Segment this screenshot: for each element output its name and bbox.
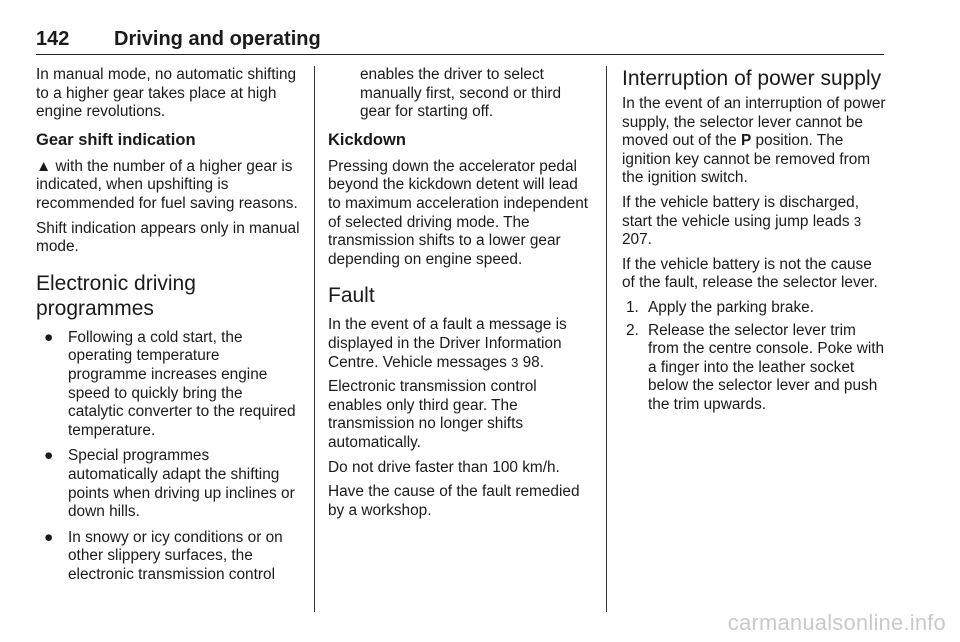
programmes-list (36, 329, 302, 585)
park-position-label: P (740, 132, 752, 150)
list-item: ● In snowy or icy conditions or on other slippery surfaces, the electronic transmission control (44, 528, 283, 583)
chapter-title: Driving and operating (114, 28, 321, 50)
page-number: 142 (36, 28, 70, 50)
bullet-icon: ● (44, 528, 54, 546)
programmes-heading: Electronic driving programmes (36, 271, 196, 320)
column-divider-1 (314, 66, 315, 612)
bullet-icon: ● (44, 328, 54, 346)
power-paragraph-1: In the event of an interruption of power supply, the selector lever cannot be moved out of the P position. The ignition key cannot be removed from the ignition switch. (622, 95, 886, 187)
reference-arrow-icon: 3 (853, 213, 862, 229)
power-paragraph-3: If the vehicle battery is not the cause of the fault, release the selector lever. (622, 255, 878, 292)
watermark: carmanualsonline.info (727, 610, 946, 635)
intro-paragraph: In manual mode, no automatic shifting to a higher gear takes place at high engine revolutions. (36, 66, 297, 121)
column-2 (328, 66, 594, 526)
fault-paragraph-4: Have the cause of the fault remedied by a workshop. (328, 483, 580, 519)
reference-arrow-icon: 3 (511, 354, 519, 370)
bullet-continuation: enables the driver to select manually first, second or third gear for starting off. (360, 66, 562, 121)
shift-indication-paragraph: Shift indication appears only in manual mode. (36, 219, 300, 256)
page-reference: 98. (518, 353, 544, 371)
gear-shift-heading: Gear shift indication (36, 130, 196, 149)
power-paragraph-2: If the vehicle battery is discharged, start the vehicle using jump leads 3 207. (622, 193, 862, 249)
list-item: 2. Release the selector lever trim from the centre console. Poke with a finger into the leather socket below the selector lever and push the trim upwards. (626, 321, 885, 413)
page-header (36, 26, 884, 55)
up-arrow-icon: ▲ (36, 157, 52, 175)
column-1 (36, 66, 302, 591)
column-3 (622, 66, 888, 419)
kickdown-paragraph: Pressing down the accelerator pedal beyond the kickdown detent will lead to maximum acceleration independent of selected driving mode. The transmission shifts to a lower gear depending on engine speed. (328, 157, 589, 268)
gear-shift-paragraph: ▲ with the number of a higher gear is indicated, when upshifting is recommended for fuel saving reasons. (36, 157, 298, 212)
bullet-icon: ● (44, 447, 54, 465)
fault-paragraph-1: In the event of a fault a message is displayed in the Driver Information Centre. Vehicle messages 3 98. (328, 316, 567, 371)
fault-heading: Fault (328, 284, 375, 308)
page-reference: 207. (622, 231, 652, 249)
fault-paragraph-3: Do not drive faster than 100 km/h. (328, 458, 560, 476)
steps-list (622, 299, 888, 415)
list-item: ● Special programmes automatically adapt the shifting points when driving up inclines or down hills. (44, 447, 295, 521)
kickdown-heading: Kickdown (328, 130, 406, 149)
list-item: ● Following a cold start, the operating temperature programme increases engine speed to quickly bring the catalytic converter to the required temperature. (44, 328, 296, 439)
power-supply-heading: Interruption of power supply (622, 67, 882, 90)
fault-paragraph-2: Electronic transmission control enables only third gear. The transmission no longer shifts automatically. (328, 378, 537, 451)
column-divider-2 (606, 66, 607, 612)
list-item: 1. Apply the parking brake. (626, 298, 814, 316)
